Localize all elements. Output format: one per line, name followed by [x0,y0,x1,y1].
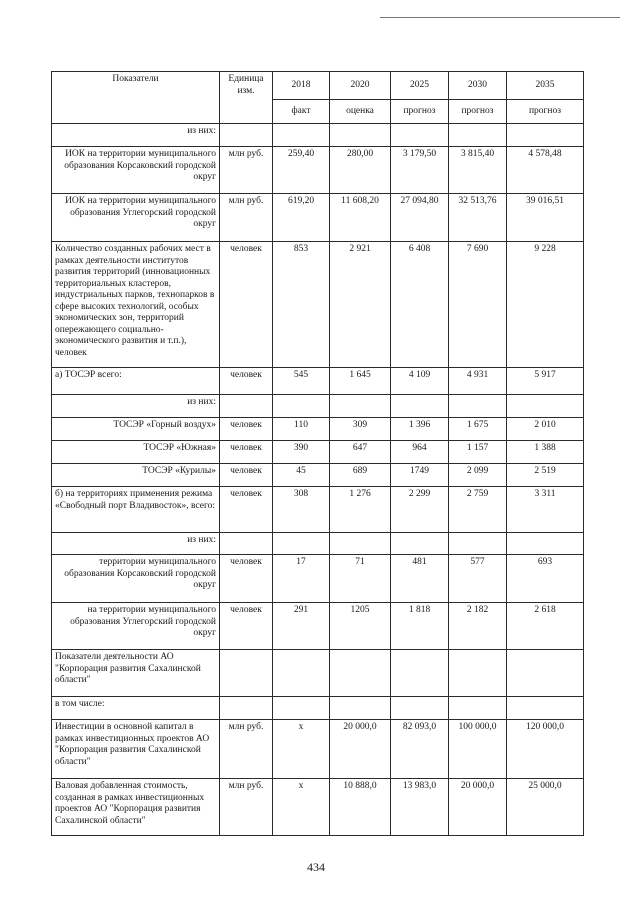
row-value: 2 759 [449,487,507,533]
table-row [52,441,584,464]
row-name: ИОК на территории муниципального образования Углегорский городской округ [52,194,220,242]
row-value [449,697,507,720]
row-value [330,395,391,418]
row-value: 545 [273,368,330,395]
row-value: 45 [273,464,330,487]
row-value: 619,20 [273,194,330,242]
row-value [391,395,449,418]
table-row [52,368,584,395]
row-value [449,533,507,555]
row-value [391,124,449,147]
row-value: 4 109 [391,368,449,395]
header-kind: оценка [330,100,391,124]
row-value: 71 [330,555,391,603]
row-value: 11 608,20 [330,194,391,242]
row-unit: человек [220,555,273,603]
row-value: 110 [273,418,330,441]
header-unit: Единица изм. [220,72,273,124]
row-value: 2 519 [507,464,584,487]
table-row [52,487,584,533]
row-name: из них: [52,124,220,147]
row-value [273,697,330,720]
header-kind: прогноз [391,100,449,124]
row-name: б) на территориях применения режима «Свободный порт Владивосток», всего: [52,487,220,533]
row-name: из них: [52,395,220,418]
table-row [52,464,584,487]
row-unit: млн руб. [220,779,273,836]
table-row [52,533,584,555]
table-row [52,242,584,368]
row-name: ТОСЭР «Горный воздух» [52,418,220,441]
row-value: 7 690 [449,242,507,368]
row-value: 2 099 [449,464,507,487]
row-value: 689 [330,464,391,487]
row-value [391,650,449,697]
page-number: 434 [307,860,325,874]
row-value [273,650,330,697]
row-value: 308 [273,487,330,533]
row-value: 291 [273,603,330,650]
row-name: Количество созданных рабочих мест в рамках деятельности институтов развития территорий (инновационных территориальных кластеров, индустриальных парков, технопарков в сфере высоких технологий, особых экономических зон, территорий опережающего социально-экономического развития и т.п.), человек [52,242,220,368]
row-unit [220,124,273,147]
row-name: на территории муниципального образования Углегорский городской округ [52,603,220,650]
row-value: 5 917 [507,368,584,395]
row-value: 17 [273,555,330,603]
row-value: 964 [391,441,449,464]
table-row [52,650,584,697]
row-value [330,697,391,720]
row-name: Валовая добавленная стоимость, созданная в рамках инвестиционных проектов АО "Корпорация развития Сахалинской области" [52,779,220,836]
row-unit: человек [220,464,273,487]
row-value [391,697,449,720]
row-value: 25 000,0 [507,779,584,836]
row-unit: млн руб. [220,720,273,779]
row-name: ИОК на территории муниципального образования Корсаковский городской округ [52,147,220,194]
table-row [52,603,584,650]
header-year: 2020 [330,72,391,100]
row-value: x [273,779,330,836]
row-value: 309 [330,418,391,441]
row-name: а) ТОСЭР всего: [52,368,220,395]
row-unit: млн руб. [220,147,273,194]
row-value [330,124,391,147]
row-value: 3 179,50 [391,147,449,194]
row-unit [220,395,273,418]
scan-artifact-line [380,17,620,18]
row-value: 390 [273,441,330,464]
row-value [449,650,507,697]
row-value: 32 513,76 [449,194,507,242]
header-year: 2025 [391,72,449,100]
row-name: ТОСЭР «Курилы» [52,464,220,487]
row-name: Инвестиции в основной капитал в рамках инвестиционных проектов АО "Корпорация развития Сахалинской области" [52,720,220,779]
row-value: x [273,720,330,779]
row-value: 3 311 [507,487,584,533]
row-unit: человек [220,487,273,533]
row-value: 20 000,0 [330,720,391,779]
row-name: из них: [52,533,220,555]
row-value: 2 182 [449,603,507,650]
row-value: 10 888,0 [330,779,391,836]
table-row [52,147,584,194]
row-value: 100 000,0 [449,720,507,779]
header-kind: прогноз [507,100,584,124]
row-value: 1 276 [330,487,391,533]
row-unit: человек [220,242,273,368]
header-year: 2035 [507,72,584,100]
row-value: 27 094,80 [391,194,449,242]
row-value: 20 000,0 [449,779,507,836]
row-value: 1 157 [449,441,507,464]
row-value [330,650,391,697]
row-value: 259,40 [273,147,330,194]
row-value: 1 675 [449,418,507,441]
row-value: 6 408 [391,242,449,368]
row-value: 4 931 [449,368,507,395]
row-value: 1205 [330,603,391,650]
row-value [273,124,330,147]
row-name: ТОСЭР «Южная» [52,441,220,464]
row-value: 82 093,0 [391,720,449,779]
row-value [507,533,584,555]
row-unit: человек [220,441,273,464]
header-indicators: Показатели [52,72,220,124]
row-unit: млн руб. [220,194,273,242]
header-kind: прогноз [449,100,507,124]
row-value: 3 815,40 [449,147,507,194]
row-value: 693 [507,555,584,603]
row-value: 1 396 [391,418,449,441]
row-value [391,533,449,555]
row-name: Показатели деятельности АО "Корпорация развития Сахалинской области" [52,650,220,697]
row-value: 647 [330,441,391,464]
row-value: 2 010 [507,418,584,441]
row-unit [220,533,273,555]
row-value: 577 [449,555,507,603]
row-value [507,124,584,147]
row-value [507,395,584,418]
row-value [273,395,330,418]
row-value: 1 818 [391,603,449,650]
table-row [52,395,584,418]
row-name: территории муниципального образования Корсаковский городской округ [52,555,220,603]
row-value: 280,00 [330,147,391,194]
row-value: 1749 [391,464,449,487]
row-unit: человек [220,418,273,441]
row-unit: человек [220,603,273,650]
row-value: 120 000,0 [507,720,584,779]
row-value [273,533,330,555]
row-unit [220,697,273,720]
row-value: 4 578,48 [507,147,584,194]
row-value: 2 921 [330,242,391,368]
row-unit: человек [220,368,273,395]
header-year: 2018 [273,72,330,100]
row-value: 39 016,51 [507,194,584,242]
header-year: 2030 [449,72,507,100]
row-unit [220,650,273,697]
row-value: 853 [273,242,330,368]
header-row-years [52,72,584,100]
table-row [52,720,584,779]
table-row [52,779,584,836]
row-value: 13 983,0 [391,779,449,836]
header-kind: факт [273,100,330,124]
table-row [52,124,584,147]
table-row [52,194,584,242]
row-value [449,395,507,418]
row-value [449,124,507,147]
table-row [52,697,584,720]
row-value: 1 645 [330,368,391,395]
row-value [507,650,584,697]
row-value: 481 [391,555,449,603]
row-value: 1 388 [507,441,584,464]
table-row [52,555,584,603]
row-value [330,533,391,555]
row-value [507,697,584,720]
row-name: в том числе: [52,697,220,720]
row-value: 2 618 [507,603,584,650]
indicators-table [51,71,584,836]
row-value: 2 299 [391,487,449,533]
table-row [52,418,584,441]
row-value: 9 228 [507,242,584,368]
